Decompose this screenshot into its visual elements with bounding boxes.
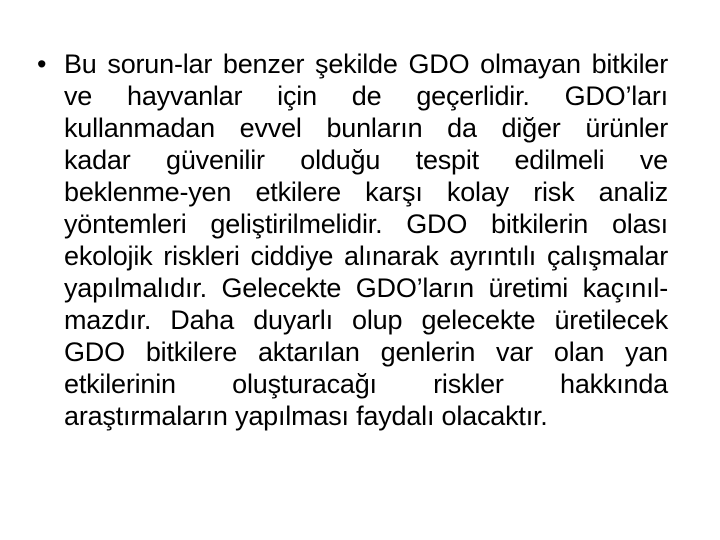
text-line-6: yöntemleri geliştirilmelidir. GDO bitkilerin olası (64, 209, 668, 239)
bullet-marker: • (37, 49, 47, 79)
text-line-8: yapılmalıdır. Gelecekte GDO’ların üretimi kaçınıl- (64, 273, 668, 303)
text-line-5: beklenme-yen etkilere karşı kolay risk analiz (64, 177, 668, 207)
text-line-3: kullanmadan evvel bunların da diğer ürünler (64, 113, 668, 143)
text-line-4: kadar güvenilir olduğu tespit edilmeli ve (64, 145, 668, 175)
text-line-12: araştırmaların yapılması faydalı olacaktır. (64, 401, 548, 431)
paragraph-text (64, 48, 668, 432)
text-line-1: Bu sorun-lar benzer şekilde GDO olmayan bitkiler (64, 49, 668, 79)
text-line-2: ve hayvanlar için de geçerlidir. GDO’ları (64, 81, 668, 111)
text-line-9: mazdır. Daha duyarlı olup gelecekte üretilecek (64, 305, 668, 335)
text-line-11: etkilerinin oluşturacağı riskler hakkında (64, 369, 668, 399)
text-line-10: GDO bitkilere aktarılan genlerin var olan yan (64, 337, 668, 367)
text-line-7: ekolojik riskleri ciddiye alınarak ayrıntılı çalışmalar (64, 241, 668, 271)
